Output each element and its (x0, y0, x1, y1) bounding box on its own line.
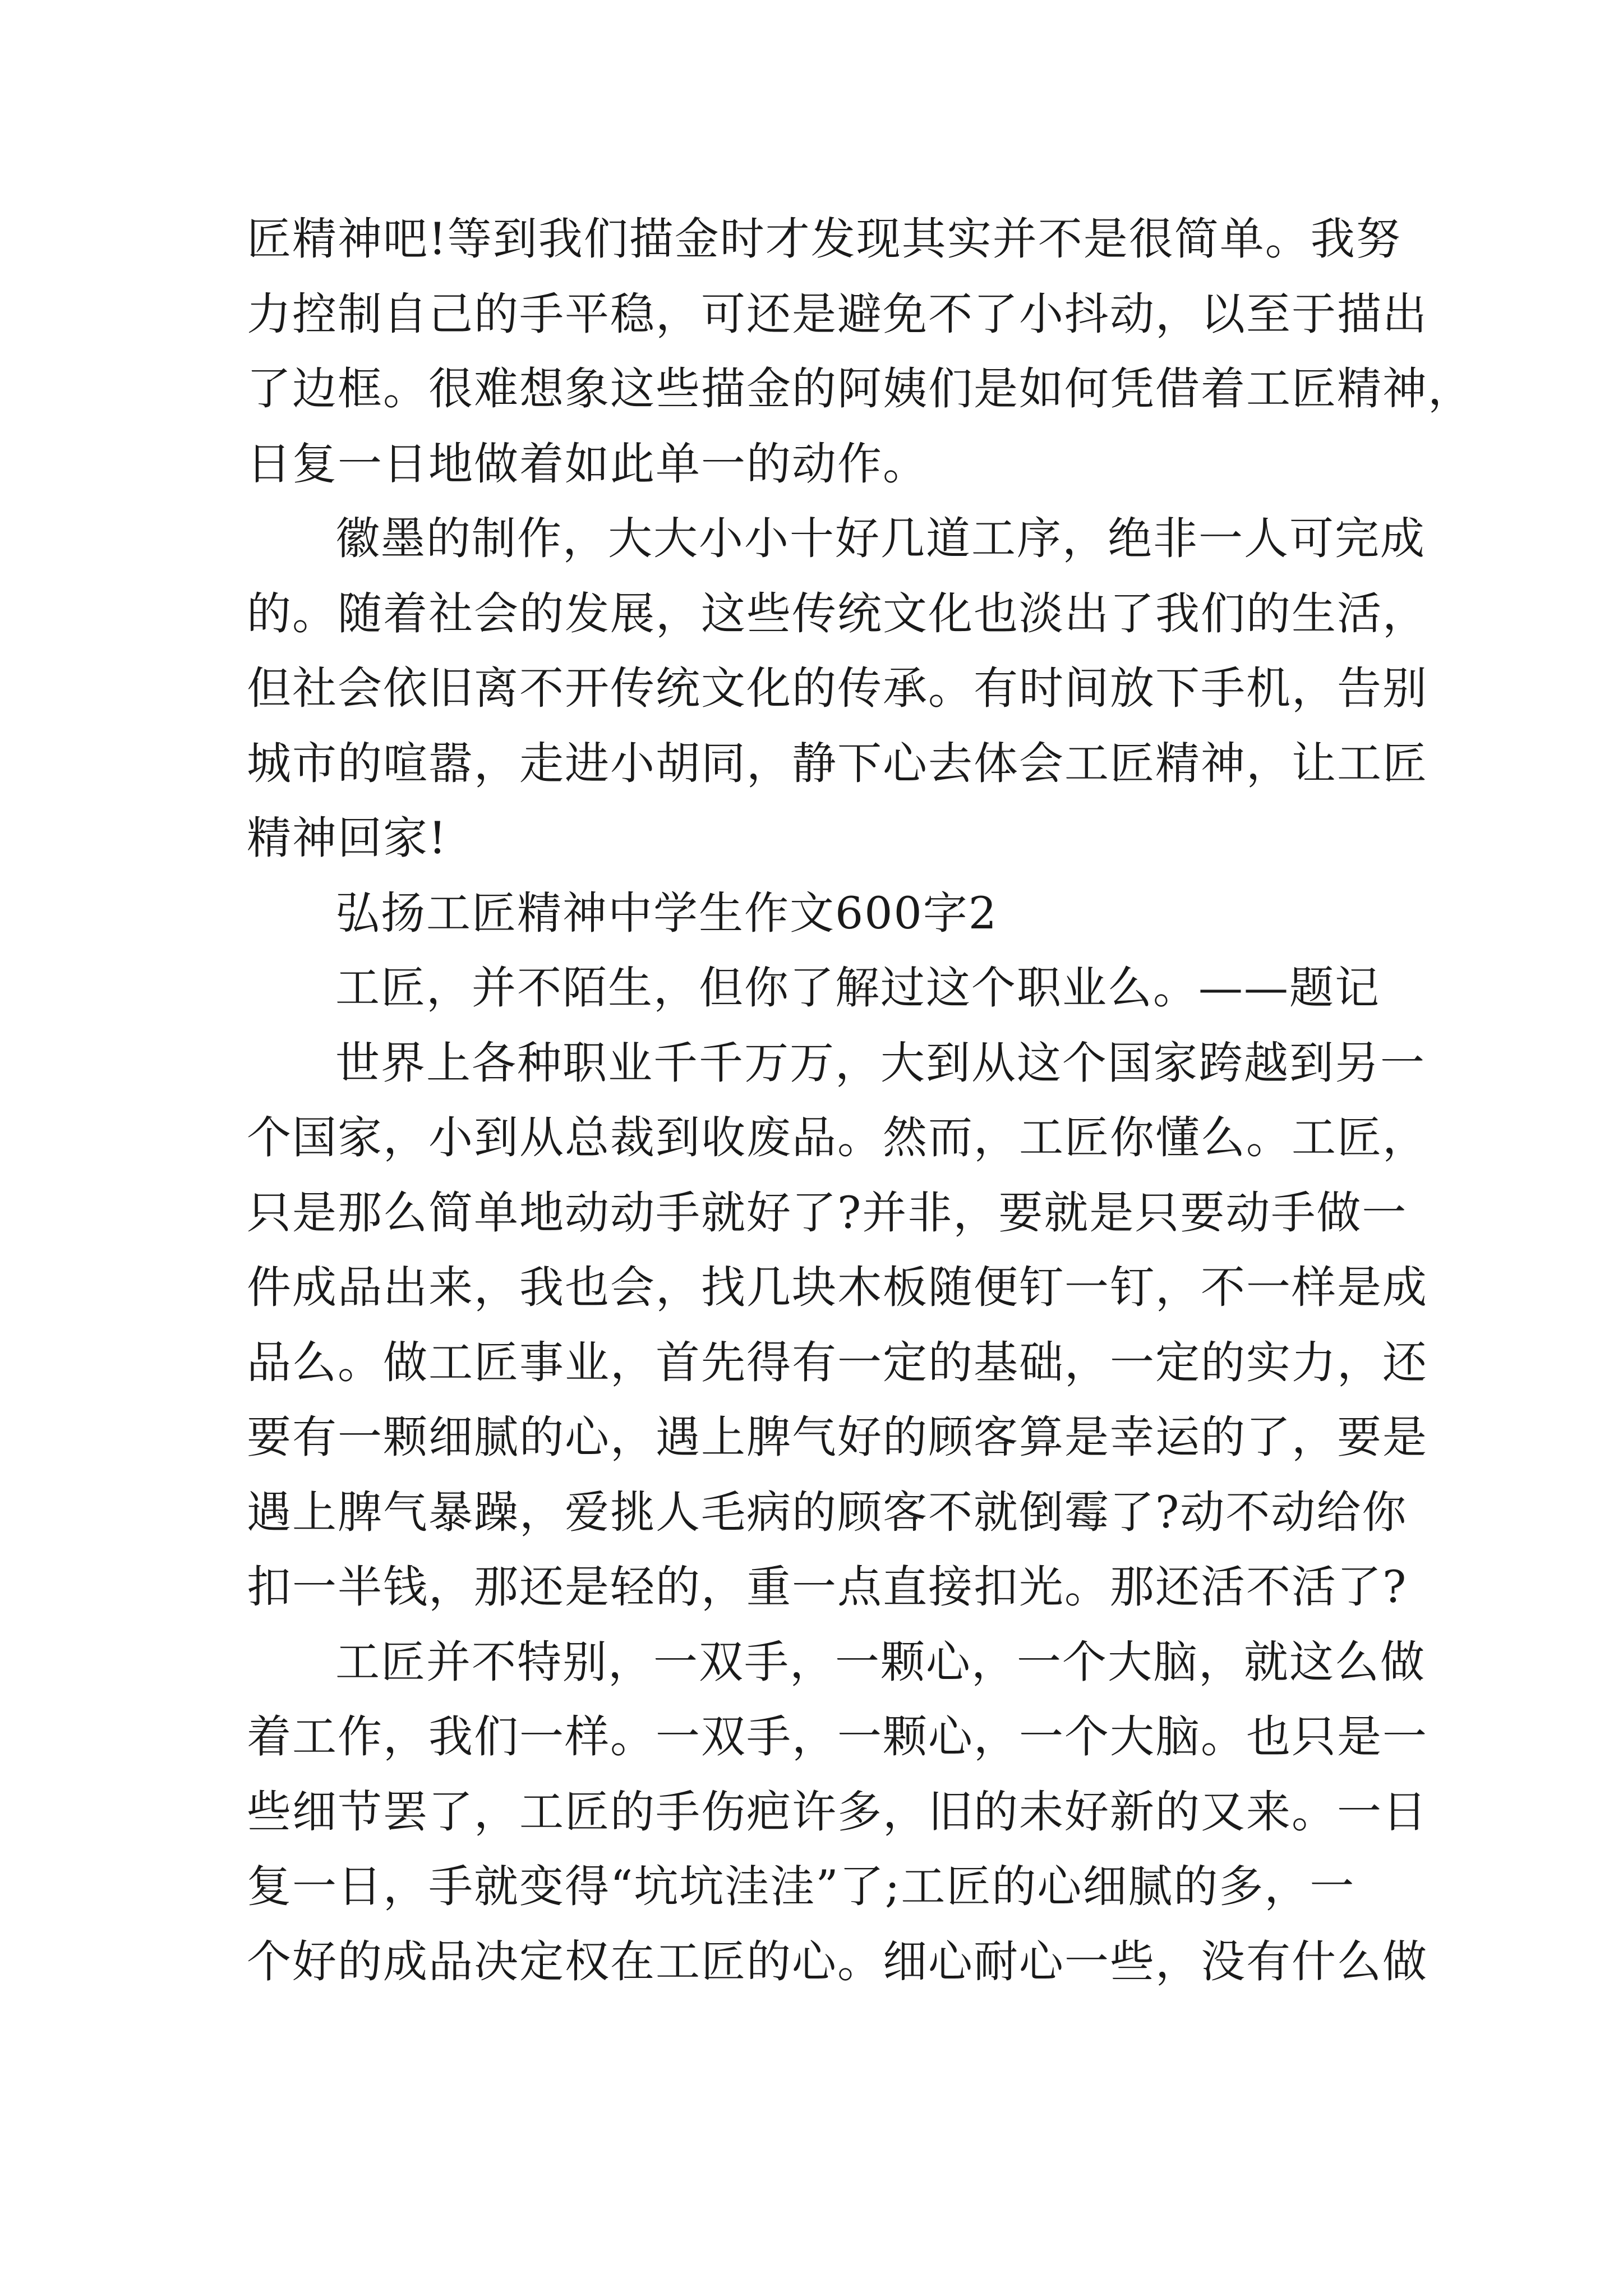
text-line: 了边框。很难想象这些描金的阿姨们是如何凭借着工匠精神， (247, 363, 1473, 415)
text-line: 弘扬工匠精神中学生作文600字2 (335, 887, 998, 939)
text-line: 的。随着社会的发展，这些传统文化也淡出了我们的生活， (247, 587, 1428, 639)
text-line: 匠精神吧!等到我们描金时才发现其实并不是很简单。我努 (247, 213, 1401, 265)
text-line: 些细节罢了，工匠的手伤疤许多，旧的未好新的又来。一日 (247, 1786, 1428, 1838)
text-line: 件成品出来，我也会，找几块木板随便钉一钉，不一样是成 (247, 1262, 1428, 1313)
text-line: 徽墨的制作，大大小小十好几道工序，绝非一人可完成 (335, 513, 1426, 564)
text-line: 复一日，手就变得“坑坑洼洼”了;工匠的心细腻的多，一 (247, 1861, 1355, 1912)
text-line: 遇上脾气暴躁，爱挑人毛病的顾客不就倒霉了?动不动给你 (247, 1486, 1408, 1538)
text-line: 个好的成品决定权在工匠的心。细心耐心一些，没有什么做 (247, 1935, 1428, 1987)
text-line: 精神回家! (247, 812, 448, 864)
essay-text (247, 202, 1473, 1999)
text-line: 世界上各种职业千千万万，大到从这个国家跨越到另一 (335, 1037, 1426, 1089)
text-line: 城市的喧嚣，走进小胡同，静下心去体会工匠精神，让工匠 (247, 737, 1428, 789)
text-line: 着工作，我们一样。一双手，一颗心，一个大脑。也只是一 (247, 1711, 1428, 1763)
text-line: 扣一半钱，那还是轻的，重一点直接扣光。那还活不活了? (247, 1561, 1408, 1613)
text-line: 要有一颗细腻的心，遇上脾气好的顾客算是幸运的了，要是 (247, 1411, 1428, 1463)
text-line: 工匠，并不陌生，但你了解过这个职业么。——题记 (335, 962, 1380, 1014)
text-line: 只是那么简单地动动手就好了?并非，要就是只要动手做一 (247, 1186, 1408, 1239)
text-line: 日复一日地做着如此单一的动作。 (247, 438, 928, 490)
text-line: 工匠并不特别，一双手，一颗心，一个大脑，就这么做 (335, 1636, 1426, 1688)
text-line: 个国家，小到从总裁到收废品。然而，工匠你懂么。工匠， (247, 1112, 1428, 1163)
text-line: 力控制自己的手平稳，可还是避免不了小抖动，以至于描出 (247, 288, 1428, 340)
text-line: 品么。做工匠事业，首先得有一定的基础，一定的实力，还 (247, 1336, 1428, 1388)
text-line: 但社会依旧离不开传统文化的传承。有时间放下手机，告别 (247, 662, 1428, 714)
